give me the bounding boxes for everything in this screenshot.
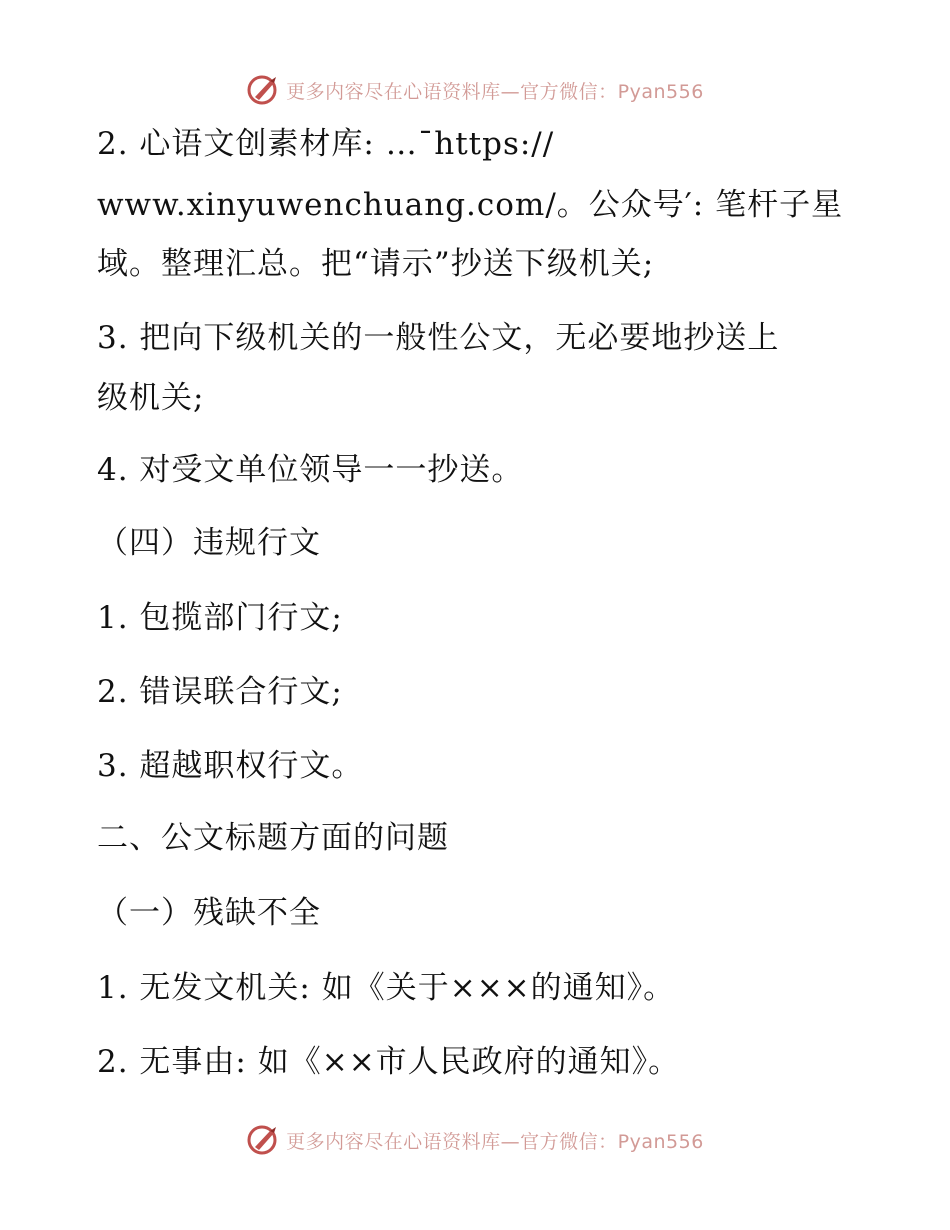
text-line: 级机关; (97, 380, 205, 416)
text-line: 域。整理汇总。把“请示”抄送下级机关; (97, 246, 655, 282)
text-line: 2. 错误联合行文; (97, 674, 343, 710)
watermark-banner-top (0, 72, 950, 108)
text-line: 3. 把向下级机关的一般性公文，无必要地抄送上 (97, 320, 780, 356)
text-line: www.xinyuwenchuang.com/。公众号′: 笔杆子星 (97, 187, 844, 223)
brand-logo-icon (246, 1123, 280, 1157)
watermark-text: 更多内容尽在心语资料库—官方微信：Pyan556 (286, 1130, 704, 1153)
text-line: 2. 无事由: 如《××市人民政府的通知》。 (97, 1044, 681, 1080)
text-line: 3. 超越职权行文。 (97, 748, 364, 784)
watermark-text: 更多内容尽在心语资料库—官方微信：Pyan556 (286, 80, 704, 103)
section-heading: （一）残缺不全 (97, 895, 321, 931)
text-line: 4. 对受文单位领导一一抄送。 (97, 452, 524, 488)
brand-logo-icon (246, 73, 280, 107)
section-heading: （四）违规行文 (97, 525, 321, 561)
text-line: 1. 包揽部门行文; (97, 600, 343, 636)
text-line: 1. 无发文机关: 如《关于×××的通知》。 (97, 970, 676, 1006)
text-line: 2. 心语文创素材库: …¯https:// (97, 126, 555, 162)
watermark-banner-bottom (0, 1122, 950, 1158)
chapter-heading: 二、公文标题方面的问题 (97, 820, 449, 856)
